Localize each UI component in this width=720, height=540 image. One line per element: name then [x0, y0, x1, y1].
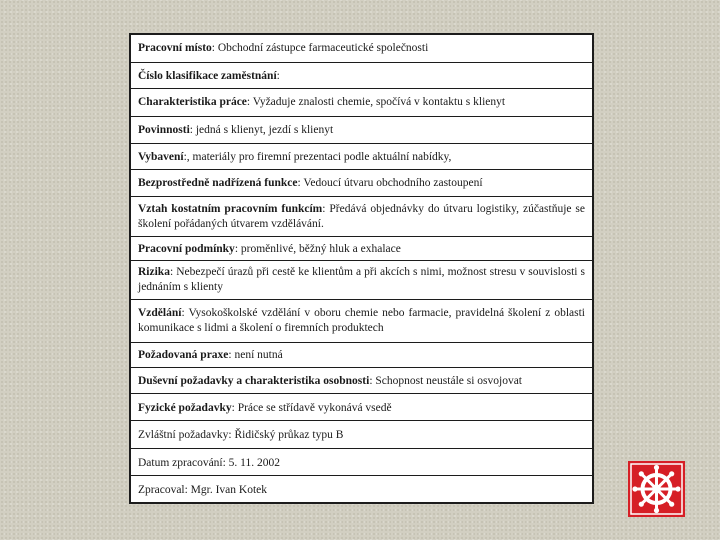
- row-label: Rizika: [138, 266, 170, 278]
- row-vzdelani: [131, 299, 592, 342]
- row-separator: :: [181, 307, 189, 319]
- row-separator: :: [276, 70, 280, 82]
- row-value: jedná s klienyt, jezdí s klienyt: [195, 124, 334, 136]
- row-separator: :: [211, 42, 218, 54]
- row-separator: :: [189, 124, 196, 136]
- row-povinnosti: [131, 116, 592, 143]
- row-label: Vztah kostatním pracovním funkcím: [138, 203, 323, 215]
- row-value: Nebezpečí úrazů při cestě ke klientům a při akcích s nimi, možnost stresu v souvislosti s jednáním s klienty: [138, 266, 586, 293]
- row-charakteristika-prace: [131, 88, 592, 116]
- row-vybaveni: [131, 143, 592, 169]
- row-cislo-klasifikace: [131, 62, 592, 88]
- row-value: Vyžaduje znalosti chemie, spočívá v kontaktu s klienyt: [252, 96, 506, 108]
- row-value: Předává objednávky do útvaru logistiky, zúčastňuje se školení pořádaných útvarem vzdělávání.: [138, 203, 585, 230]
- row-zvlastni-pozadavky: [131, 420, 592, 448]
- row-label: Duševní požadavky a charakteristika osobnosti: [138, 375, 370, 387]
- row-separator: :: [369, 375, 376, 387]
- row-rizika: [131, 260, 592, 299]
- row-pozadovana-praxe: [131, 342, 592, 367]
- row-vztah-k-funkcim: [131, 196, 592, 236]
- row-pracovni-misto: [131, 35, 592, 62]
- row-value: Vysokoškolské vzdělání v oboru chemie nebo farmacie, pravidelná školení z oblasti komunikace s lidmi a školení o firemních produktech: [138, 307, 585, 334]
- row-label: Pracovní místo: [138, 42, 212, 54]
- row-label: Fyzické požadavky: [138, 402, 232, 414]
- row-separator: :: [228, 349, 235, 361]
- row-label: Bezprostředně nadřízená funkce: [138, 177, 298, 189]
- row-label: Požadovaná praxe: [138, 349, 229, 361]
- row-value: Zpracoval: Mgr. Ivan Kotek: [138, 484, 268, 496]
- row-pracovni-podminky: [131, 236, 592, 260]
- row-value: Práce se střídavě vykonává vsedě: [237, 402, 392, 414]
- row-separator: :: [246, 96, 253, 108]
- row-separator: :: [297, 177, 304, 189]
- row-value: není nutná: [234, 349, 283, 361]
- ship-wheel-icon: [628, 461, 685, 517]
- row-zpracoval: [131, 475, 592, 502]
- row-label: Číslo klasifikace zaměstnání: [138, 70, 277, 82]
- row-separator: :: [169, 266, 177, 278]
- row-value: Datum zpracování: 5. 11. 2002: [138, 457, 281, 469]
- row-separator: :: [322, 203, 330, 215]
- row-value: Vedoucí útvaru obchodního zastoupení: [303, 177, 483, 189]
- row-fyzicke-pozadavky: [131, 393, 592, 420]
- row-separator: :: [231, 402, 238, 414]
- row-label: Vybavení: [138, 151, 184, 163]
- row-label: Vzdělání: [138, 307, 182, 319]
- row-dusevni-pozadavky: [131, 367, 592, 393]
- row-separator: :: [234, 243, 241, 255]
- row-nadrizena-funkce: [131, 169, 592, 196]
- row-value: materiály pro firemní prezentaci podle aktuální nabídky,: [192, 151, 452, 163]
- row-label: Pracovní podmínky: [138, 243, 235, 255]
- row-value: Schopnost neustále si osvojovat: [375, 375, 523, 387]
- row-value: Obchodní zástupce farmaceutické společnosti: [217, 42, 429, 54]
- row-separator: :,: [183, 151, 193, 163]
- row-datum-zpracovani: [131, 448, 592, 475]
- row-value: Zvláštní požadavky: Řidičský průkaz typu B: [138, 429, 344, 441]
- ship-wheel-logo: [628, 461, 685, 517]
- row-label: Charakteristika práce: [138, 96, 247, 108]
- row-value: proměnlivé, běžný hluk a exhalace: [240, 243, 401, 255]
- row-label: Povinnosti: [138, 124, 190, 136]
- job-description-table: [129, 33, 594, 504]
